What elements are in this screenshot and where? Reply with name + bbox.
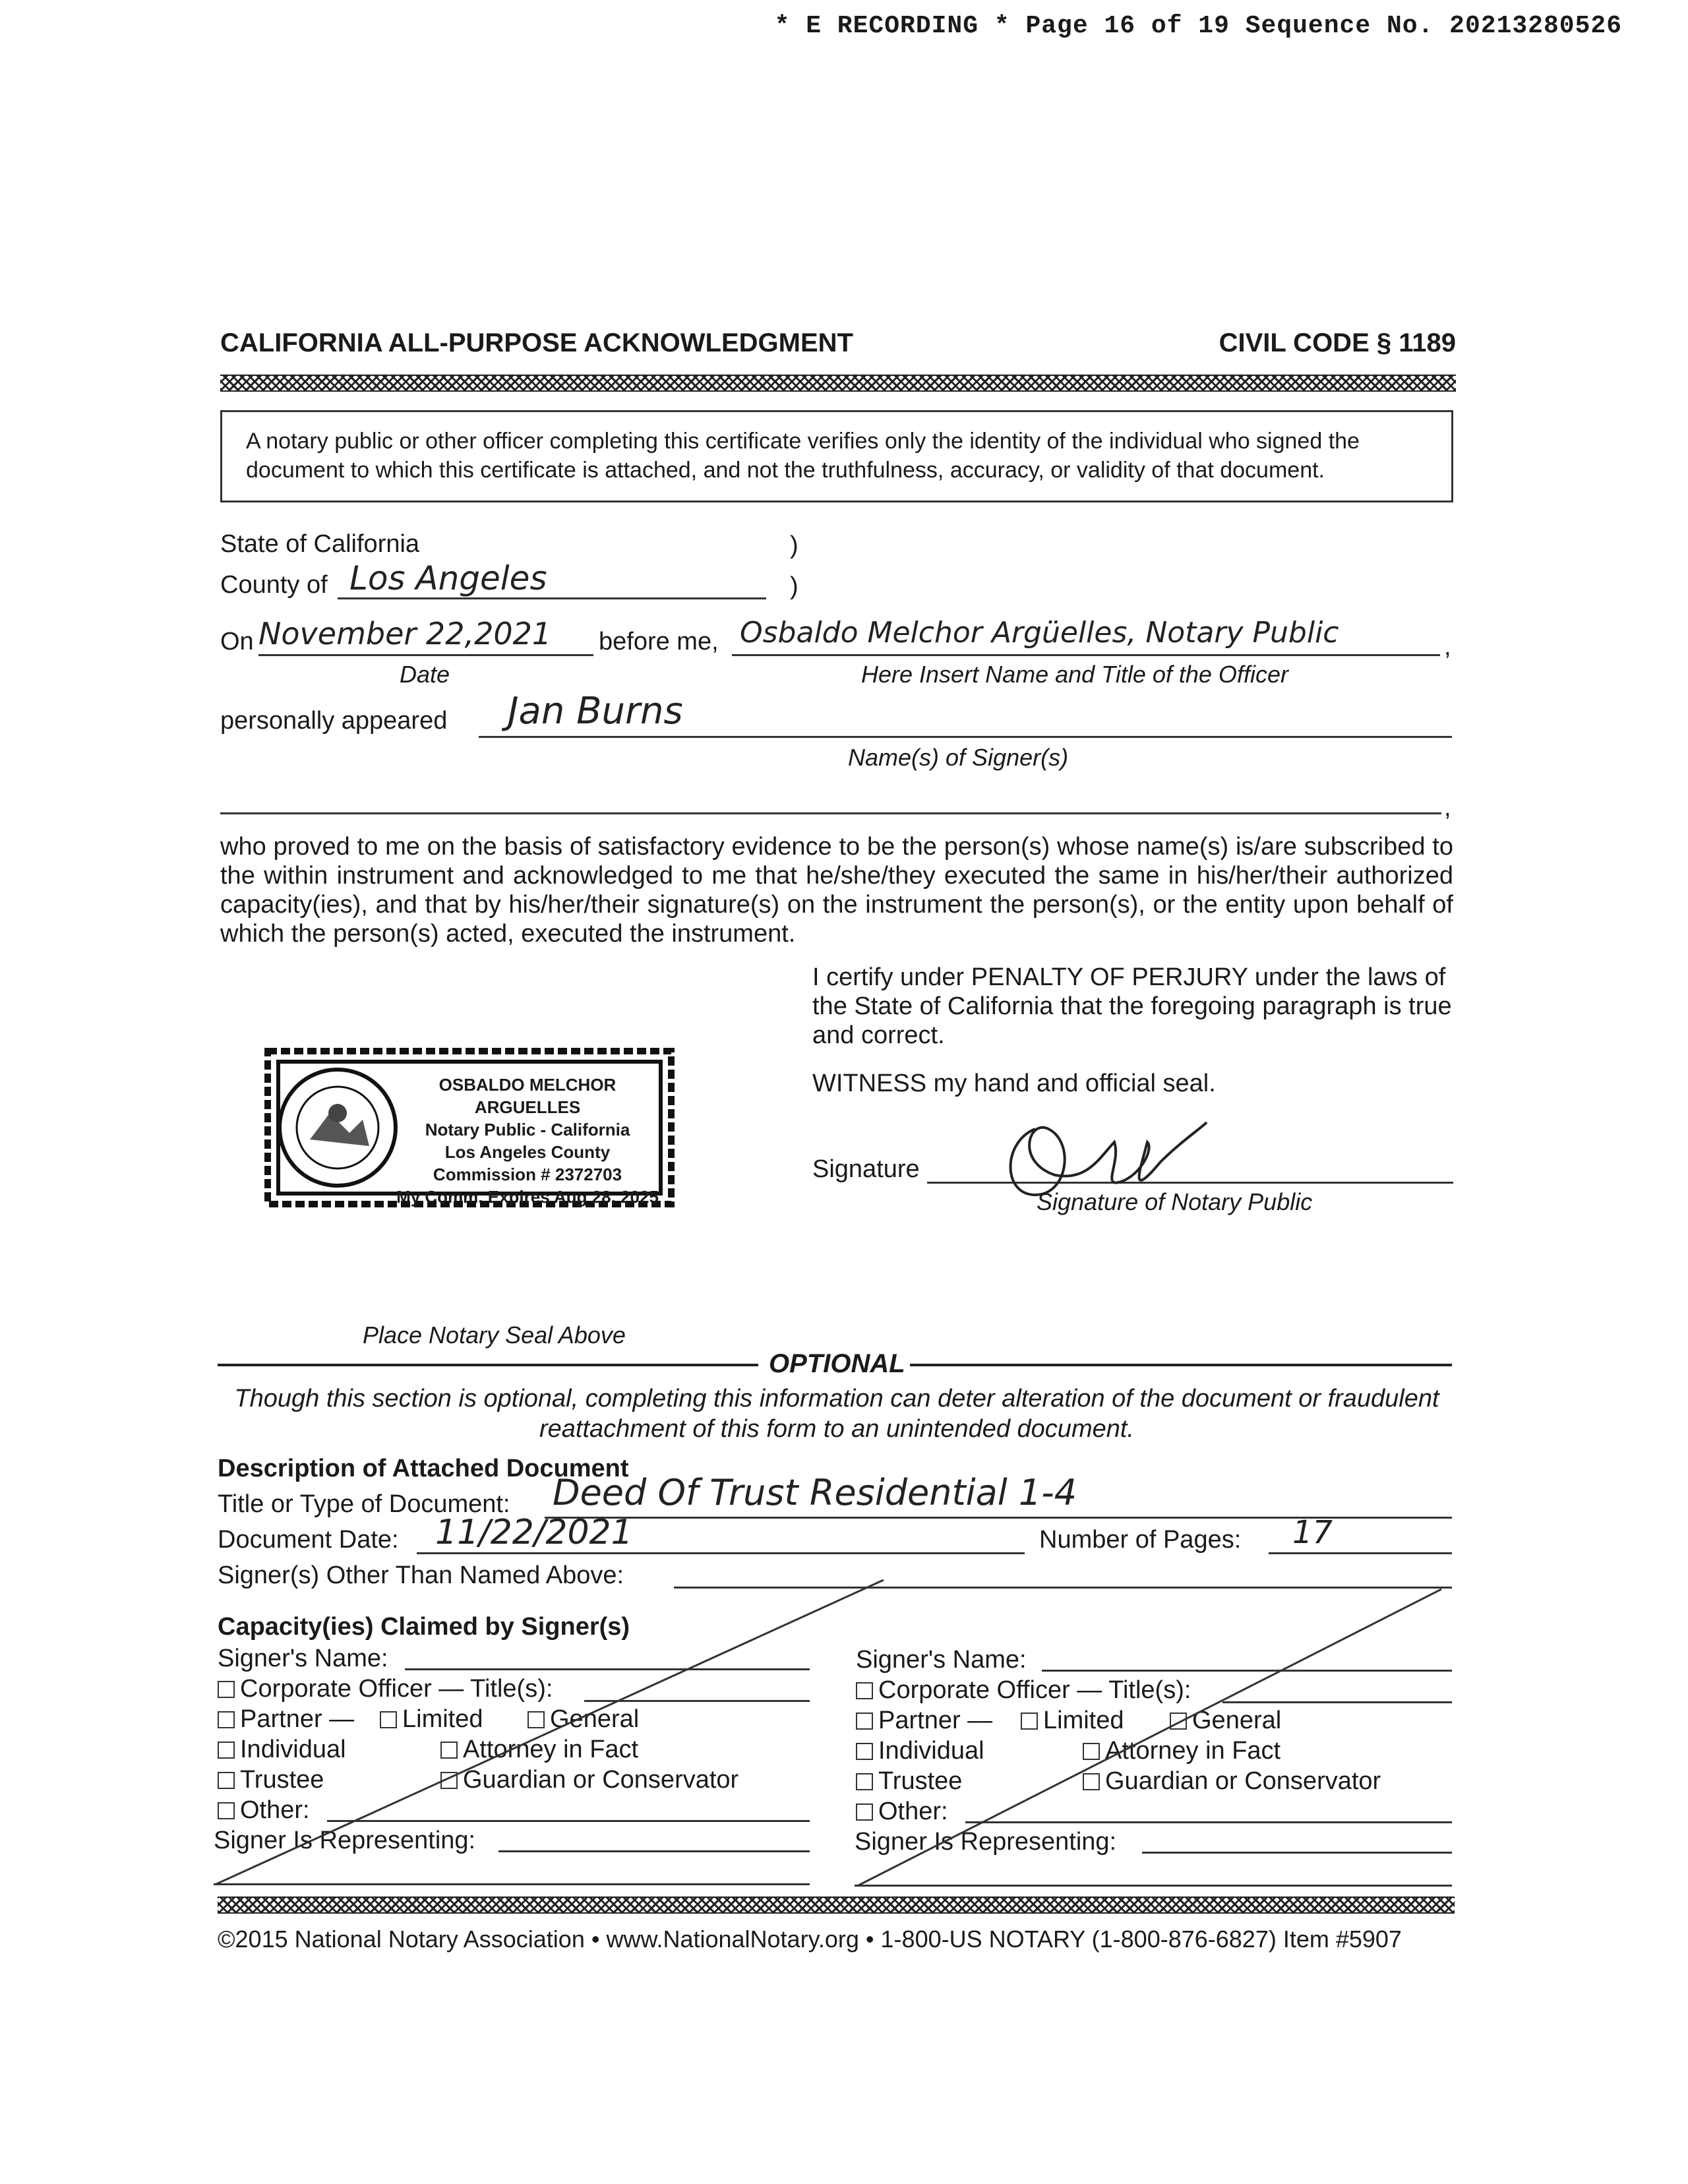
recording-header: * E RECORDING * Page 16 of 19 Sequence No. 20213280526 [774,12,1622,40]
right-representing-label: Signer Is Representing: [855,1828,1117,1856]
right-attorney-label: Attorney in Fact [1105,1737,1281,1765]
county-label: County of [220,571,328,599]
doc-date-label: Document Date: [218,1526,399,1554]
on-label: On [220,628,254,655]
other-signers-label: Signer(s) Other Than Named Above: [218,1562,624,1589]
signer-caption: Name(s) of Signer(s) [848,744,1069,771]
right-individual-label: Individual [878,1737,984,1765]
seal-line-3: Los Angeles County [444,1142,611,1162]
description-heading: Description of Attached Document [218,1455,629,1482]
form-title: CALIFORNIA ALL-PURPOSE ACKNOWLEDGMENT [220,328,853,357]
left-attorney-label: Attorney in Fact [463,1736,639,1763]
before-me-label: before me, [599,628,719,655]
witness-statement: WITNESS my hand and official seal. [812,1070,1216,1097]
personally-appeared-label: personally appeared [220,707,448,735]
right-partner-label: Partner — [878,1707,993,1734]
title-type-label: Title or Type of Document: [218,1490,510,1518]
left-signer-name-label: Signer's Name: [218,1645,388,1672]
optional-note: Though this section is optional, completing this information can deter alteration of the document or fraudulent reattachment of this form to an unintended document. [234,1385,1439,1443]
left-guardian-label: Guardian or Conservator [463,1766,739,1794]
left-limited-label: Limited [402,1705,483,1733]
proof-paragraph: who proved to me on the basis of satisfactory evidence to be the person(s) whose name(s) is/are subscribed to the within instrument and acknowledged to me that he/she/they executed the same in his/her/their authorized capacity(ies), and that by his/her/their signature(s) on the instrument the person(s), or the entity upon behalf of which the person(s) acted, executed the instrument. [220,833,1453,948]
right-corporate-officer-label: Corporate Officer — Title(s): [878,1676,1191,1704]
pages-value: 17 [1292,1514,1333,1551]
seal-line-2: Notary Public - California [425,1120,630,1139]
seal-line-1: OSBALDO MELCHOR ARGUELLES [438,1075,617,1117]
perjury-statement: I certify under PENALTY OF PERJURY under the laws of the State of California that the foregoing paragraph is true and correct. [812,963,1452,1049]
left-trustee-label: Trustee [240,1766,324,1794]
capacity-heading: Capacity(ies) Claimed by Signer(s) [218,1613,630,1641]
left-individual-label: Individual [240,1736,346,1763]
title-type-value: Deed Of Trust Residential 1-4 [553,1472,1077,1513]
state-label: State of California [220,530,420,558]
signature-label: Signature [812,1155,920,1183]
optional-label: OPTIONAL [769,1349,905,1378]
left-other-label: Other: [240,1796,310,1824]
notice-text: A notary public or other officer completing this certificate verifies only the identity of the individual who signed the document to which this certificate is attached, and not the truthfulness, accuracy, or validity of that document. [246,429,1360,483]
venue-paren-1: ) [790,531,799,559]
right-limited-label: Limited [1043,1707,1124,1734]
signer-value: Jan Burns [508,690,683,733]
right-general-label: General [1192,1707,1282,1734]
seal-caption: Place Notary Seal Above [363,1321,626,1349]
venue-paren-2: ) [790,572,799,600]
date-caption: Date [400,661,450,688]
officer-value: Osbaldo Melchor Argüelles, Notary Public [740,616,1339,650]
right-guardian-label: Guardian or Conservator [1105,1767,1381,1795]
officer-comma: , [1444,633,1451,661]
right-signer-name-label: Signer's Name: [856,1646,1027,1674]
officer-caption: Here Insert Name and Title of the Officer [861,661,1288,688]
left-general-label: General [550,1705,640,1733]
pages-label: Number of Pages: [1039,1526,1242,1554]
doc-date-value: 11/22/2021 [435,1513,633,1552]
decorative-border-bottom [218,1896,1455,1914]
right-trustee-label: Trustee [878,1767,963,1795]
date-value: November 22,2021 [258,616,552,652]
left-representing-label: Signer Is Representing: [214,1827,476,1854]
left-corporate-officer-label: Corporate Officer — Title(s): [240,1675,553,1703]
civil-code: CIVIL CODE § 1189 [1219,328,1456,357]
left-partner-label: Partner — [240,1705,355,1733]
right-other-label: Other: [878,1798,948,1825]
signature-caption: Signature of Notary Public [1037,1188,1313,1215]
seal-line-4: Commission # 2372703 [433,1165,622,1184]
seal-line-5: My Comm. Expires Aug 28, 2025 [396,1187,659,1207]
county-value: Los Angeles [349,559,547,597]
signer-comma: , [1444,794,1451,822]
footer-text: ©2015 National Notary Association • www.NationalNotary.org • 1-800-US NOTARY (1-800-876-6827) Item #5907 [218,1926,1402,1953]
